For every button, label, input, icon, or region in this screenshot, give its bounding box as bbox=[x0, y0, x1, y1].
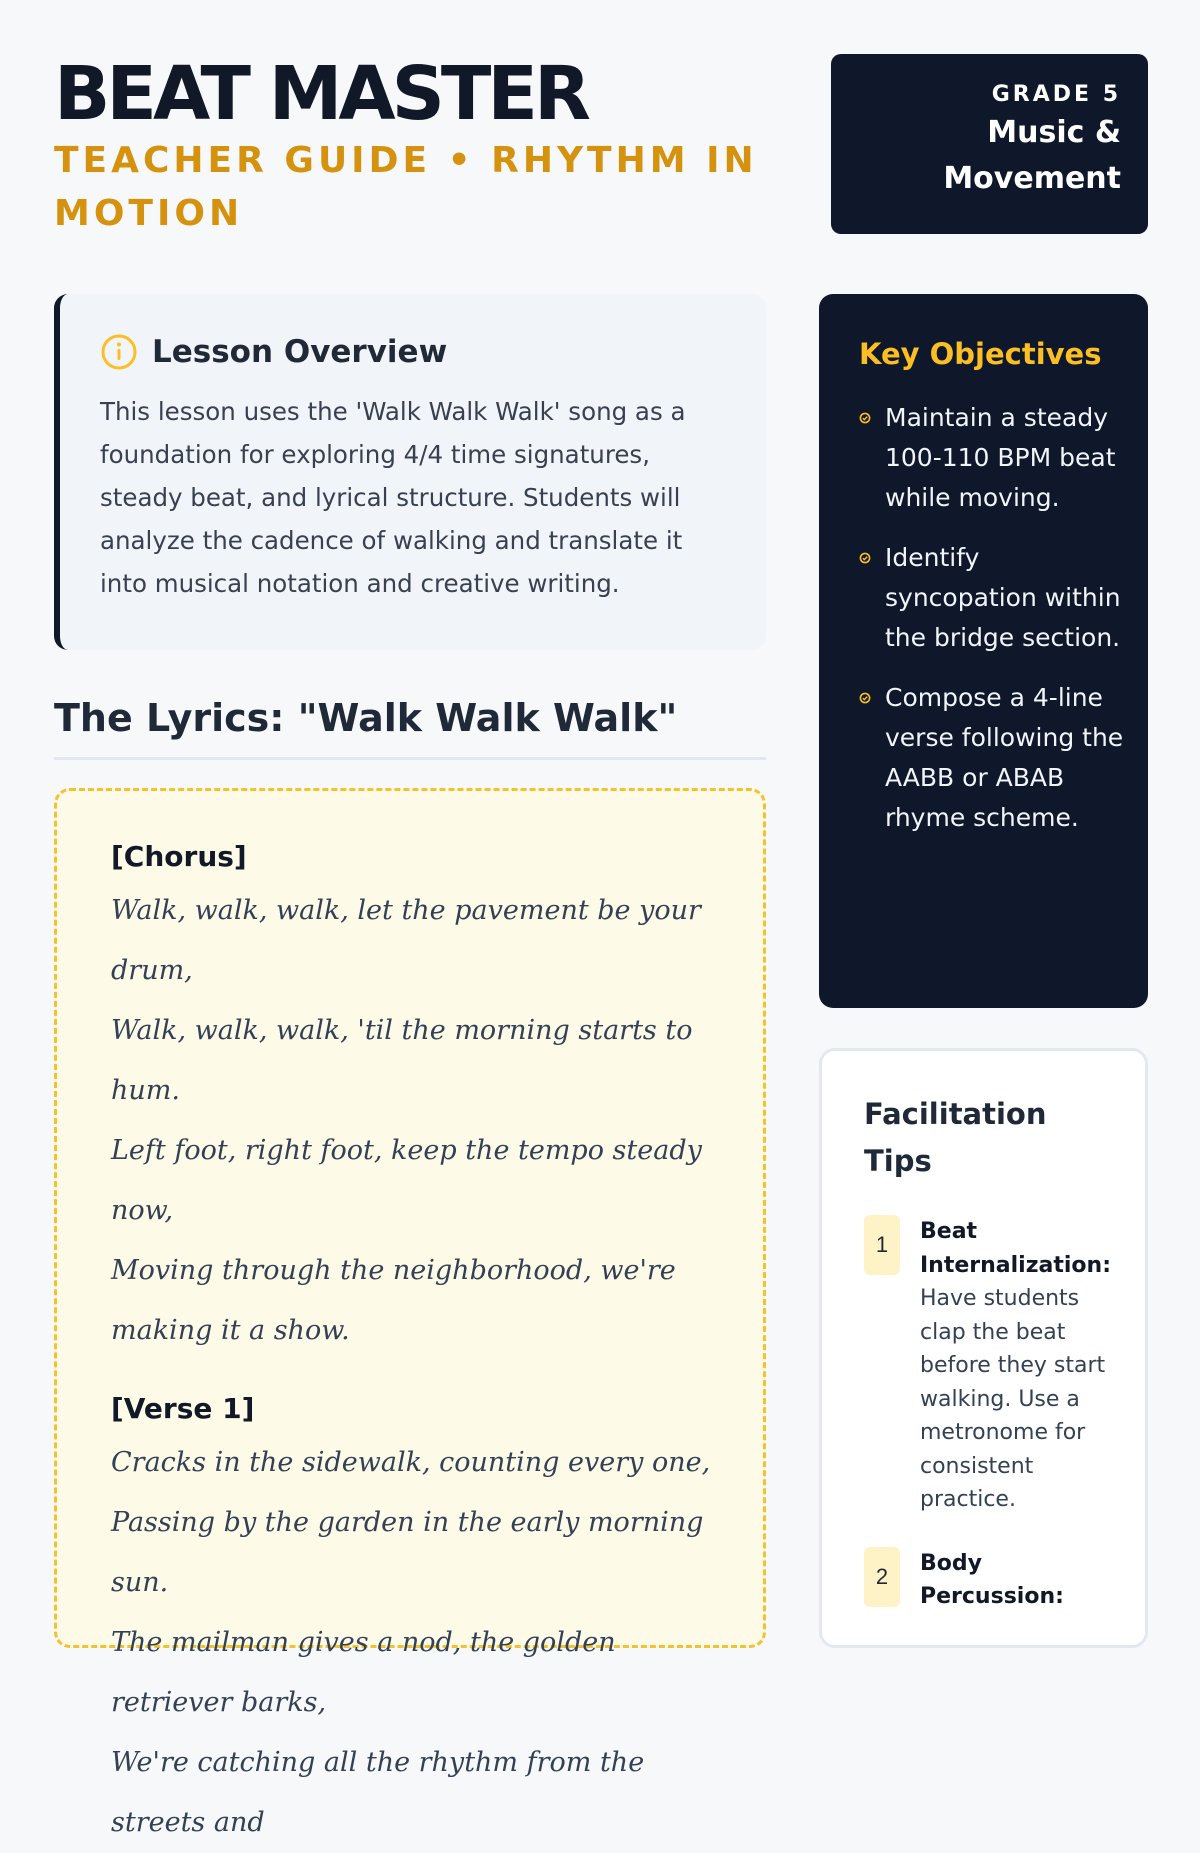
tip-text: Have students clap the beat before they start walking. Use a metronome for consistent practice. bbox=[920, 1286, 1106, 1512]
tip-body bbox=[920, 1215, 1125, 1517]
section-spacer bbox=[111, 1361, 723, 1389]
lyric-line: Cracks in the sidewalk, counting every one, bbox=[111, 1447, 711, 1478]
objectives-title: Key Objectives bbox=[859, 337, 1102, 371]
lyric-line: Moving through the neighborhood, we're making it a show. bbox=[111, 1255, 676, 1346]
lyric-line: The mailman gives a nod, the golden retriever barks, bbox=[111, 1627, 616, 1718]
lyrics-section-chorus bbox=[111, 837, 723, 1361]
heading-divider bbox=[54, 757, 766, 760]
objective-item bbox=[859, 398, 1128, 518]
info-icon bbox=[100, 333, 138, 371]
objective-item bbox=[859, 538, 1128, 658]
lesson-overview-card bbox=[54, 294, 766, 650]
grade-label: GRADE 5 bbox=[991, 82, 1121, 107]
lyric-line: Walk, walk, walk, 'til the morning starts to hum. bbox=[111, 1015, 693, 1106]
tip-number-badge: 1 bbox=[864, 1215, 900, 1275]
overview-text: This lesson uses the 'Walk Walk Walk' song as a foundation for exploring 4/4 time signatures, steady beat, and lyrical structure. Students will analyze the cadence of walking and translate it into musical notation and creative writing. bbox=[100, 397, 686, 598]
brand-subtitle: TEACHER GUIDE • RHYTHM IN MOTION bbox=[54, 140, 758, 234]
objective-text: Maintain a steady 100-110 BPM beat while moving. bbox=[885, 403, 1116, 512]
lyric-line: Passing by the garden in the early morning sun. bbox=[111, 1507, 704, 1598]
section-label: [Verse 1] bbox=[111, 1392, 255, 1425]
objective-text: Compose a 4-line verse following the AABB or ABAB rhyme scheme. bbox=[885, 683, 1124, 832]
overview-title: Lesson Overview bbox=[152, 334, 448, 370]
tip-body bbox=[920, 1547, 1125, 1614]
tip-item bbox=[864, 1215, 1125, 1517]
section-label: [Chorus] bbox=[111, 840, 247, 873]
lyric-line: Walk, walk, walk, let the pavement be your drum, bbox=[111, 895, 701, 986]
brand bbox=[54, 51, 794, 240]
grade-subject-line1: Music & bbox=[987, 115, 1121, 150]
lyrics-section-verse-1 bbox=[111, 1389, 723, 1853]
grade-card bbox=[831, 54, 1148, 234]
lyrics-heading: The Lyrics: "Walk Walk Walk" bbox=[54, 696, 678, 740]
objective-text: Identify syncopation within the bridge section. bbox=[885, 543, 1121, 652]
lyric-line: Left foot, right foot, keep the tempo steady now, bbox=[111, 1135, 702, 1226]
tip-heading: Body Percussion: bbox=[920, 1550, 1064, 1609]
lyrics-lines bbox=[111, 1433, 723, 1853]
objective-item bbox=[859, 678, 1128, 838]
facilitation-tips-card bbox=[819, 1048, 1148, 1648]
check-circle-icon bbox=[859, 552, 871, 564]
check-circle-icon bbox=[859, 412, 871, 424]
overview-header bbox=[100, 332, 722, 372]
key-objectives-card bbox=[819, 294, 1148, 1008]
tip-number-badge: 2 bbox=[864, 1547, 900, 1607]
lyrics-box bbox=[54, 788, 766, 1838]
tip-heading: Beat Internalization: bbox=[920, 1219, 1112, 1278]
tips-title: Facilitation Tips bbox=[864, 1097, 1047, 1178]
tip-item bbox=[864, 1547, 1125, 1614]
grade-subject-line2: Movement bbox=[943, 161, 1121, 196]
check-circle-icon bbox=[859, 692, 871, 704]
lyrics-lines bbox=[111, 881, 723, 1361]
lyric-line: We're catching all the rhythm from the streets and bbox=[111, 1747, 645, 1838]
brand-title: BEAT MASTER bbox=[54, 51, 587, 137]
objectives-list bbox=[859, 398, 1128, 838]
